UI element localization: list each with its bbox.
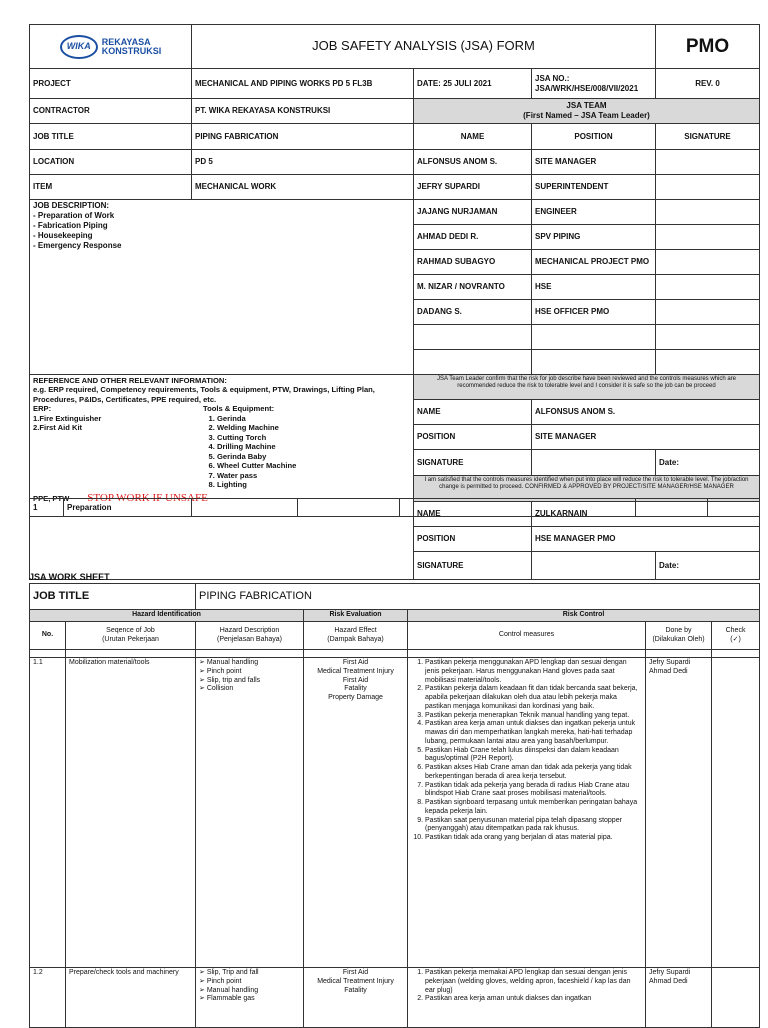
- wika-logo-icon: WIKA: [60, 35, 98, 59]
- erp-item: 2.First Aid Kit: [33, 423, 83, 433]
- col-header-no: No.: [30, 622, 66, 650]
- team-position-cell: MECHANICAL PROJECT PMO: [532, 250, 656, 275]
- jsa-team-subtitle: (First Named – JSA Team Leader): [523, 111, 650, 120]
- col-header-check: [712, 622, 760, 650]
- ppe-ptw-label: PPE, PTW: [33, 493, 70, 503]
- job-description-label: JOB DESCRIPTION:: [33, 201, 110, 210]
- control-measure: 2. Pastikan area kerja aman untuk diakses dan ingatkan: [425, 995, 642, 1004]
- tool-item: 5. Gerinda Baby: [217, 452, 296, 461]
- approval1-position-value: SITE MANAGER: [532, 425, 760, 450]
- approval2-date-field[interactable]: Date:: [656, 552, 760, 580]
- control-measure: 8. Pastikan signboard terpasang untuk memberikan peringatan bahaya kepada pekerja lain.: [425, 799, 642, 817]
- preparation-row-table: [29, 498, 760, 517]
- control-measure: 7. Pastikan tidak ada pekerja yang berada di radius Hiab Crane atau blindspot Hiab Crane saat proses mobilisasi material/tools.: [425, 782, 642, 800]
- team-signature-cell[interactable]: [656, 175, 760, 200]
- team-position-cell-empty[interactable]: [532, 350, 656, 375]
- hazard-item: ➢ Pinch point: [199, 668, 300, 677]
- col-header-check-line1: Check: [725, 626, 746, 634]
- approval1-position-label: POSITION: [414, 425, 532, 450]
- jsa-worksheet-table: [29, 583, 760, 1028]
- team-col-position: POSITION: [532, 124, 656, 150]
- risk-evaluation-header: Risk Evaluation: [304, 610, 408, 622]
- team-signature-cell[interactable]: [656, 200, 760, 225]
- hazard-item: ➢ Slip, Trip and fall: [199, 969, 300, 978]
- jsa-no-value: JSA/WRK/HSE/008/VII/2021: [535, 83, 639, 93]
- col-header-sequence-line2: (Urutan Pekerjaan: [102, 635, 159, 643]
- team-signature-cell[interactable]: [656, 250, 760, 275]
- effect-item: Medical Treatment Injury: [317, 977, 394, 985]
- job-title-label: JOB TITLE: [30, 124, 192, 150]
- approval1-statement: JSA Team Leader confirm that the risk for job describe have been reviewed and the controls measures which are recommended reduce the risk to tolerable level and I consider it is safe so the job can be proceed: [414, 375, 760, 400]
- approval1-name-label: NAME: [414, 400, 532, 425]
- job-description-item: - Preparation of Work: [33, 211, 115, 220]
- col-header-sequence-line1: Seqence of Job: [106, 626, 155, 634]
- control-measure: 5. Pastikan Hiab Crane telah lulus diinspeksi dan dalam keadaan bagus/optimal (P2H Report).: [425, 747, 642, 765]
- team-position-cell-empty[interactable]: [532, 325, 656, 350]
- ws-row-controls: [408, 658, 646, 968]
- team-name-cell-empty[interactable]: [414, 350, 532, 375]
- team-name-cell: JEFRY SUPARDI: [414, 175, 532, 200]
- team-name-cell: DADANG S.: [414, 300, 532, 325]
- team-name-cell: M. NIZAR / NOVRANTO: [414, 275, 532, 300]
- prep-row-cell: [298, 499, 400, 517]
- col-header-effect-line1: Hazard Effect: [334, 626, 377, 634]
- col-header-effect: [304, 622, 408, 650]
- jsa-no-label: JSA NO.:: [535, 73, 570, 83]
- col-header-check-line2: (✓): [730, 635, 741, 643]
- reference-text: e.g. ERP required, Competency requirements, Tools & equipment, PTW, Drawings, Lifting Plan, Procedures, P&IDs, Certificates, PPE required, etc.: [33, 385, 375, 404]
- approval1-name-value: ALFONSUS ANOM S.: [532, 400, 760, 425]
- effect-item: Fatality: [344, 986, 367, 994]
- control-measure: 3. Pastikan pekerja menerapkan Teknik manual handling yang tepat.: [425, 712, 642, 721]
- approval2-name-value: ZULKARNAIN: [532, 502, 760, 527]
- prep-row-cell: [400, 499, 636, 517]
- team-col-name: NAME: [414, 124, 532, 150]
- item-value: MECHANICAL WORK: [192, 175, 414, 200]
- job-title-value: PIPING FABRICATION: [192, 124, 414, 150]
- ws-row-effects: [304, 968, 408, 1028]
- ws-row-hazards: [196, 658, 304, 968]
- team-position-cell: SUPERINTENDENT: [532, 175, 656, 200]
- effect-item: First Aid: [342, 659, 369, 666]
- col-header-sequence: [66, 622, 196, 650]
- prep-row-cell: [192, 499, 298, 517]
- team-name-cell: JAJANG NURJAMAN: [414, 200, 532, 225]
- team-name-cell: AHMAD DEDI R.: [414, 225, 532, 250]
- revision: REV. 0: [656, 69, 760, 99]
- team-position-cell: SITE MANAGER: [532, 150, 656, 175]
- logo-text-line2: KONSTRUKSI: [101, 45, 162, 56]
- team-signature-cell[interactable]: [656, 275, 760, 300]
- team-signature-cell-empty[interactable]: [656, 325, 760, 350]
- approval2-position-value: HSE MANAGER PMO: [532, 527, 760, 552]
- worksheet-job-title-label: JOB TITLE: [30, 584, 196, 610]
- hazard-item: ➢ Manual handling: [199, 659, 300, 668]
- ws-row-done-by: [646, 658, 712, 968]
- location-label: LOCATION: [30, 150, 192, 175]
- job-description: [30, 200, 414, 375]
- prep-row-number: 1: [30, 499, 64, 517]
- team-position-cell: SPV PIPING: [532, 225, 656, 250]
- col-header-hazard-line2: (Penjelasan Bahaya): [217, 635, 283, 643]
- control-measure: 10. Pastikan tidak ada orang yang berjalan di atas material pipa.: [425, 834, 642, 843]
- ws-row-hazards: [196, 968, 304, 1028]
- tools-label: Tools & Equipment:: [203, 404, 275, 414]
- hazard-item: ➢ Slip, trip and falls: [199, 677, 300, 686]
- form-title: JOB SAFETY ANALYSIS (JSA) FORM: [192, 25, 656, 69]
- control-measure: 4. Pastikan area kerja aman untuk diakses dan ingatkan pekerja untuk mawas diri dan memperhatikan langkah mereka, hati-hati terhadap lubang, permukaan lantai atau area yang basah/berlumpur.: [425, 720, 642, 746]
- effect-item: Medical Treatment Injury: [317, 667, 394, 675]
- done-by-name: Ahmad Dedi: [649, 667, 688, 675]
- hazard-item: ➢ Collision: [199, 685, 300, 694]
- jsa-team-title: JSA TEAM: [566, 101, 607, 110]
- logo-text-line1: REKAYASA: [101, 36, 151, 47]
- control-measure: 1. Pastikan pekerja menggunakan APD lengkap dan sesuai dengan jenis pekerjaan. Harus menggunakan Hand gloves pada saat mobilisasi material/tools.: [425, 659, 642, 685]
- team-signature-cell-empty[interactable]: [656, 350, 760, 375]
- ws-row-controls: [408, 968, 646, 1028]
- effect-item: First Aid: [342, 676, 369, 684]
- col-header-hazard: [196, 622, 304, 650]
- approval1-date-field[interactable]: Date:: [656, 450, 760, 476]
- job-description-item: - Housekeeping: [33, 231, 93, 240]
- stop-work-warning: STOP WORK IF UNSAFE: [87, 491, 208, 504]
- approval2-signature-label: SIGNATURE: [414, 552, 532, 580]
- worksheet-title: JSA WORK SHEET: [29, 572, 110, 582]
- contractor-value: PT. WIKA REKAYASA KONSTRUKSI: [192, 99, 414, 124]
- erp-item: 1.Fire Extinguisher: [33, 413, 102, 423]
- contractor-label: CONTRACTOR: [30, 99, 192, 124]
- ws-row-number: 1.2: [30, 968, 66, 1028]
- hazard-item: ➢ Pinch point: [199, 978, 300, 987]
- approval2-position-label: POSITION: [414, 527, 532, 552]
- reference-info: [30, 375, 414, 580]
- tool-item: 7. Water pass: [217, 471, 296, 480]
- col-header-effect-line2: (Dampak Bahaya): [327, 635, 384, 643]
- location-value: PD 5: [192, 150, 414, 175]
- done-by-name: Ahmad Dedi: [649, 977, 688, 985]
- col-header-done-by: [646, 622, 712, 650]
- project-value: MECHANICAL AND PIPING WORKS PD 5 FL3B: [192, 69, 414, 99]
- tool-item: 8. Lighting: [217, 480, 296, 489]
- team-name-cell: RAHMAD SUBAGYO: [414, 250, 532, 275]
- date-field: DATE: 25 JULI 2021: [414, 69, 532, 99]
- team-name-cell-empty[interactable]: [414, 325, 532, 350]
- item-label: ITEM: [30, 175, 192, 200]
- ws-row-number: 1.1: [30, 658, 66, 968]
- risk-control-header: Risk Control: [408, 610, 760, 622]
- team-col-signature: SIGNATURE: [656, 124, 760, 150]
- tool-item: 1. Gerinda: [217, 414, 296, 423]
- team-signature-cell[interactable]: [656, 225, 760, 250]
- reference-label: REFERENCE AND OTHER RELEVANT INFORMATION:: [33, 376, 227, 385]
- ws-row-effects: [304, 658, 408, 968]
- team-position-cell: HSE: [532, 275, 656, 300]
- effect-item: First Aid: [342, 969, 369, 976]
- team-signature-cell[interactable]: [656, 150, 760, 175]
- ws-row-job: Prepare/check tools and machinery: [66, 968, 196, 1028]
- prep-row-label: Preparation: [64, 499, 192, 517]
- effect-item: Property Damage: [328, 694, 383, 701]
- approval1-signature-field[interactable]: [532, 450, 656, 476]
- company-logo-cell: [30, 25, 192, 69]
- done-by-name: Jefry Supardi: [649, 969, 691, 976]
- approval2-name-label: NAME: [414, 502, 532, 527]
- control-measure: 9. Pastikan saat penyusunan material pipa telah dipasang stopper (penyanggah) atau ditempatkan pada rak khusus.: [425, 817, 642, 835]
- prep-row-cell: [708, 499, 760, 517]
- col-header-done-by-line1: Done by: [665, 626, 692, 634]
- approval2-signature-field[interactable]: [532, 552, 656, 580]
- team-position-cell: HSE OFFICER PMO: [532, 300, 656, 325]
- jsa-team-header: [414, 99, 760, 124]
- prep-row-cell: [636, 499, 708, 517]
- approval1-signature-label: SIGNATURE: [414, 450, 532, 476]
- jsa-form-header: [29, 24, 760, 580]
- tool-item: 6. Wheel Cutter Machine: [217, 461, 296, 470]
- team-signature-cell[interactable]: [656, 300, 760, 325]
- col-header-done-by-line2: (Dilakukan Oleh): [652, 635, 705, 643]
- hazard-item: ➢ Manual handling: [199, 987, 300, 996]
- control-measure: 1. Pastikan pekerja memakai APD lengkap dan sesuai dengan jenis pekerjaan (welding gloves, welding apron, faceshield / kap las dan ear plug): [425, 969, 642, 995]
- col-header-hazard-line1: Hazard Description: [219, 626, 280, 634]
- tool-item: 3. Cutting Torch: [217, 433, 296, 442]
- job-description-item: - Emergency Response: [33, 241, 122, 250]
- done-by-name: Jefry Supardi: [649, 659, 691, 666]
- control-measure: 2. Pastikan pekerja dalam keadaan fit dan tidak bercanda saat bekerja, apabila pekerjaan dilakukan oleh dua atau lebih pekerja maka pastikan menjaga komunikasi dan kordinasi yang baik.: [425, 685, 642, 711]
- project-label: PROJECT: [30, 69, 192, 99]
- jsa-number: [532, 69, 656, 99]
- ws-row-check[interactable]: [712, 968, 760, 1028]
- control-measure: 6. Pastikan akses Hiab Crane aman dan tidak ada pekerja yang tidak berkepentingan berada di area kerja tersebut.: [425, 764, 642, 782]
- hazard-identification-header: Hazard Identification: [30, 610, 304, 622]
- effect-item: Fatality: [344, 685, 367, 693]
- worksheet-job-title-value: PIPING FABRICATION: [196, 584, 760, 610]
- tool-item: 4. Drilling Machine: [217, 442, 296, 451]
- approval2-statement: I am satisfied that the controls measures identified when put into place will reduce the risk to tolerable level. The job/action change is permitted to proceed. CONFIRMED & APPROVED BY PROJECT/SITE MANAGER/HSE MANAGER: [414, 476, 760, 502]
- team-name-cell: ALFONSUS ANOM S.: [414, 150, 532, 175]
- hazard-item: ➢ Flammable gas: [199, 995, 300, 1004]
- tool-item: 2. Welding Machine: [217, 423, 296, 432]
- ws-row-check[interactable]: [712, 658, 760, 968]
- ws-row-job: Mobilization material/tools: [66, 658, 196, 968]
- ws-row-done-by: [646, 968, 712, 1028]
- team-position-cell: ENGINEER: [532, 200, 656, 225]
- col-header-control: Control measures: [408, 622, 646, 650]
- pmo-label: PMO: [656, 25, 760, 69]
- job-description-item: - Fabrication Piping: [33, 221, 108, 230]
- erp-label: ERP:: [33, 404, 52, 414]
